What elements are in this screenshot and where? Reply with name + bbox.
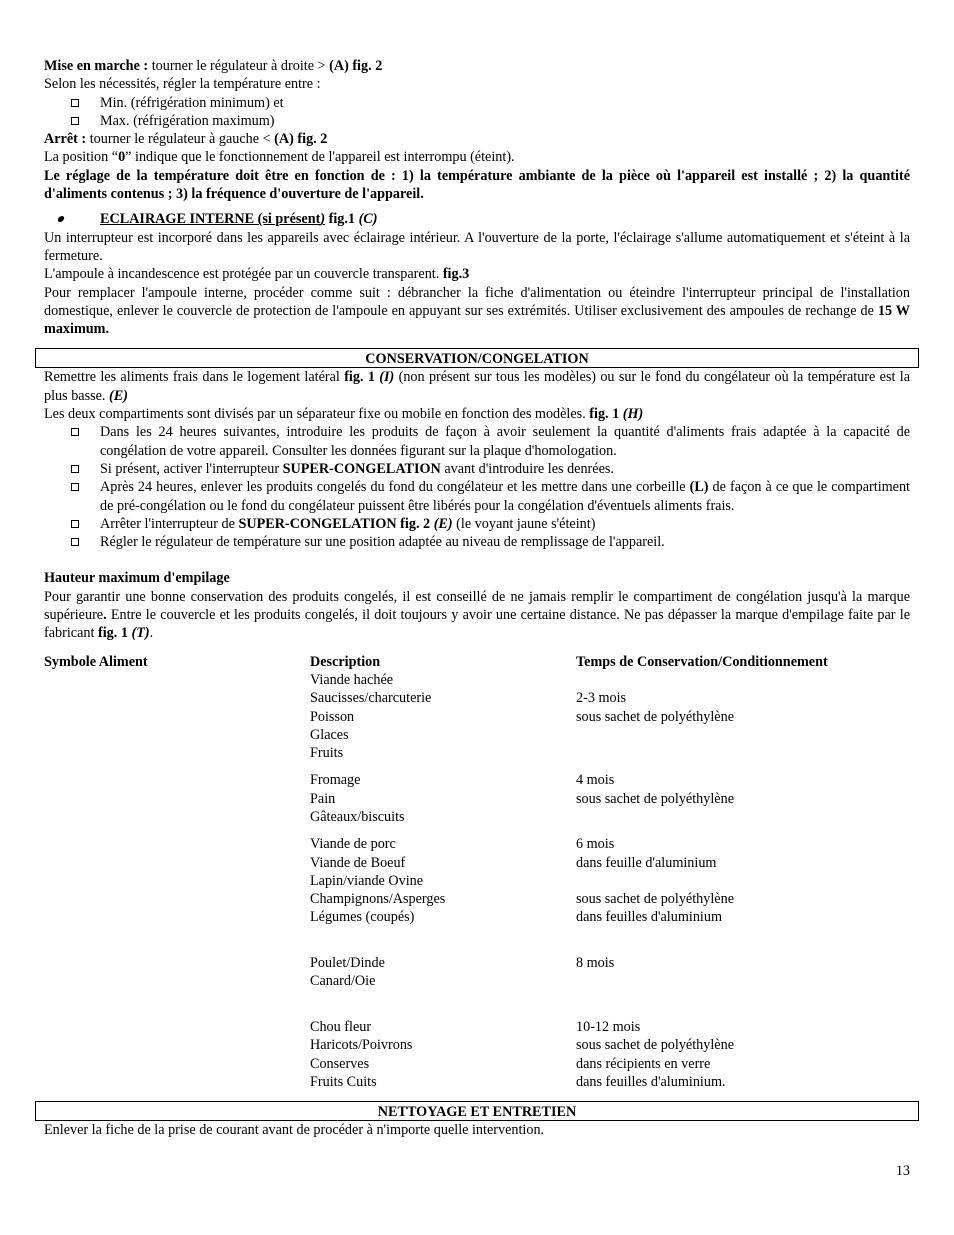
document-page [44, 57, 910, 1139]
table-row [44, 671, 910, 689]
reglage-text: Le réglage de la température doit être en fonction de : 1) la température ambiante de la pièce où l'appareil est installé ; 2) la quantité d'aliments contenus ; 3) la fréquence d'ouverture de l'appareil. [44, 167, 910, 203]
checkbox-square-icon [71, 483, 79, 491]
conservation-time: 4 mois [576, 772, 615, 789]
selon-text: Selon les nécessités, régler la température entre : [44, 76, 321, 93]
table-header-row [44, 653, 910, 671]
table-row [44, 872, 910, 890]
conservation-time [576, 927, 910, 945]
eclairage-heading: ECLAIRAGE INTERNE (si présent) fig.1 (C) [44, 210, 910, 228]
list-item: Si présent, activer l'interrupteur SUPER-CONGELATION avant d'introduire les denrées. [44, 460, 910, 478]
eclairage-p3: Pour remplacer l'ampoule interne, procéder comme suit : débrancher la fiche d'alimentation ou éteindre l'interrupteur principal de l'installation domestique, enlever le couvercle de protection de l'ampoule en appuyant sur ses extrémités. Utiliser exclusivement des ampoules de rechange de 15 W maximum. [44, 284, 910, 338]
conservation-time [576, 872, 910, 890]
table-row [44, 972, 910, 990]
position-text: La position “0” indique que le fonctionnement de l'appareil est interrompu (éteint). [44, 149, 515, 166]
conservation-p1: Remettre les aliments frais dans le logement latéral fig. 1 (I) (non présent sur tous les modèles) ou sur le fond du congélateur où la température est la plus basse. (E) [44, 369, 910, 404]
table-row [44, 1036, 910, 1054]
list-item: Après 24 heures, enlever les produits congelés du fond du congélateur et les mettre dans une corbeille (L) de façon à ce que le compartiment de pré-congélation ou le fond du congélateur puissent être libérés pour la congélation d'éventuels aliments frais. [44, 478, 910, 515]
food-description: Lapin/viande Ovine [310, 872, 424, 889]
table-body [44, 671, 910, 1091]
list-item: Min. (réfrigération minimum) et [44, 94, 910, 112]
hauteur-text: Pour garantir une bonne conservation des produits congelés, il est conseillé de ne jamais remplir le compartiment de congélation jusqu'à la marque supérieure. Entre le couvercle et les produits congelés, il doit toujours y avoir une certaine distance. Ne pas dépasser la marque d'empilage faite par le fabricant fig. 1 (T). [44, 588, 910, 642]
conservation-time: sous sachet de polyéthylène [576, 708, 734, 725]
food-description: Viande de Boeuf [310, 854, 406, 871]
table-row [44, 771, 910, 789]
table-row [44, 835, 910, 853]
temp-range-list [44, 94, 910, 131]
header-temps: Temps de Conservation/Conditionnement [576, 653, 828, 670]
food-description: Gâteaux/biscuits [310, 808, 405, 825]
conservation-time: 8 mois [576, 955, 615, 972]
food-description: Haricots/Poivrons [310, 1037, 413, 1054]
conservation-time [576, 726, 910, 744]
food-description: Canard/Oie [310, 973, 376, 990]
eclairage-p2: L'ampoule à incandescence est protégée par un couvercle transparent. fig.3 [44, 266, 470, 283]
checkbox-square-icon [71, 520, 79, 528]
food-description: Saucisses/charcuterie [310, 690, 432, 707]
conservation-list [44, 423, 910, 551]
header-symbole: Symbole Aliment [44, 653, 148, 670]
table-row [44, 708, 910, 726]
food-description: Viande hachée [310, 671, 394, 688]
table-row [44, 1018, 910, 1036]
food-description [310, 991, 576, 1009]
mise-en-marche: Mise en marche : tourner le régulateur à droite > (A) fig. 2 [44, 58, 383, 74]
conservation-time: 2-3 mois [576, 690, 627, 707]
arret: Arrêt : tourner le régulateur à gauche < (A) fig. 2 [44, 131, 328, 148]
conservation-time: dans feuilles d'aluminium. [576, 1073, 726, 1090]
food-description: Légumes (coupés) [310, 909, 415, 926]
nettoyage-heading: NETTOYAGE ET ENTRETIEN [35, 1101, 919, 1121]
food-description: Glaces [310, 726, 349, 743]
food-description: Poulet/Dinde [310, 955, 385, 972]
conservation-time [576, 991, 910, 1009]
table-row [44, 1055, 910, 1073]
food-description: Chou fleur [310, 1018, 372, 1035]
table-row [44, 1073, 910, 1091]
conservation-heading: CONSERVATION/CONGELATION [35, 348, 919, 368]
checkbox-square-icon [71, 99, 79, 107]
checkbox-square-icon [71, 465, 79, 473]
bullet-icon [57, 216, 65, 222]
food-description: Champignons/Asperges [310, 891, 446, 908]
food-description: Poisson [310, 708, 355, 725]
conservation-time [576, 744, 910, 762]
table-row [44, 726, 910, 744]
header-description: Description [310, 653, 381, 670]
conservation-time: dans feuilles d'aluminium [576, 909, 722, 926]
checkbox-square-icon [71, 117, 79, 125]
nettoyage-p1: Enlever la fiche de la prise de courant avant de procéder à n'importe quelle intervention. [44, 1122, 545, 1139]
food-description: Conserves [310, 1055, 370, 1072]
list-item: Régler le régulateur de température sur une position adaptée au niveau de remplissage de l'appareil. [44, 533, 910, 551]
conservation-time: 6 mois [576, 836, 615, 853]
table-row [44, 908, 910, 926]
list-item: Max. (réfrigération maximum) [44, 112, 910, 130]
food-description: Fromage [310, 772, 361, 789]
table-row [44, 927, 910, 945]
conservation-p2: Les deux compartiments sont divisés par un séparateur fixe ou mobile en fonction des modèles. fig. 1 (H) [44, 406, 644, 423]
list-item: Arrêter l'interrupteur de SUPER-CONGELATION fig. 2 (E) (le voyant jaune s'éteint) [44, 515, 910, 533]
conservation-time: sous sachet de polyéthylène [576, 790, 734, 807]
conservation-time: sous sachet de polyéthylène [576, 1037, 734, 1054]
food-description: Fruits [310, 745, 344, 762]
food-description: Viande de porc [310, 836, 396, 853]
conservation-time: dans feuille d'aluminium [576, 854, 717, 871]
table-row [44, 808, 910, 826]
table-row [44, 854, 910, 872]
conservation-time: dans récipients en verre [576, 1055, 711, 1072]
eclairage-p1: Un interrupteur est incorporé dans les appareils avec éclairage intérieur. A l'ouverture de la porte, l'éclairage s'allume automatiquement et s'éteint à la fermeture. [44, 229, 910, 264]
conservation-time: 10-12 mois [576, 1018, 641, 1035]
conservation-time [576, 972, 910, 990]
table-row [44, 790, 910, 808]
table-row [44, 954, 910, 972]
table-row [44, 890, 910, 908]
page-number: 13 [895, 1163, 910, 1179]
food-description: Fruits Cuits [310, 1073, 377, 1090]
conservation-time [576, 808, 910, 826]
table-row [44, 689, 910, 707]
hauteur-heading: Hauteur maximum d'empilage [44, 570, 230, 587]
list-item: Dans les 24 heures suivantes, introduire les produits de façon à avoir seulement la quantité d'aliments frais adaptée à la capacité de congélation de votre appareil. Consulter les données figurant sur la plaque d'homologation. [44, 423, 910, 460]
conservation-time [576, 671, 910, 689]
conservation-table [44, 653, 910, 1092]
food-description [310, 927, 576, 945]
checkbox-square-icon [71, 538, 79, 546]
checkbox-square-icon [71, 428, 79, 436]
table-row [44, 991, 910, 1009]
conservation-time: sous sachet de polyéthylène [576, 891, 734, 908]
table-row [44, 744, 910, 762]
food-description: Pain [310, 790, 336, 807]
